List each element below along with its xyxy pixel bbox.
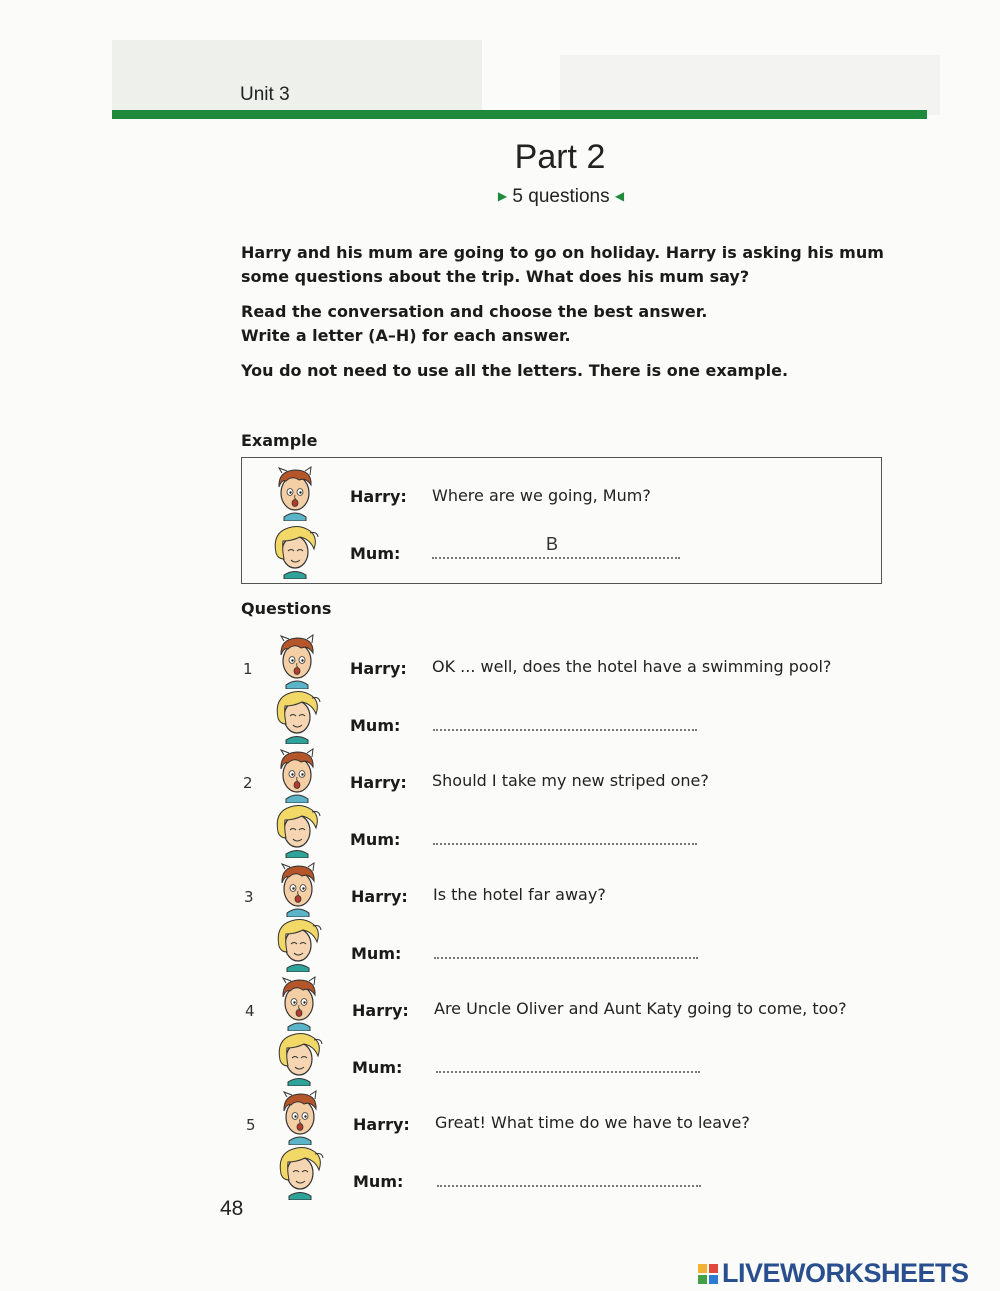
question-harry-label: Harry: bbox=[352, 1001, 409, 1020]
question-number: 3 bbox=[244, 888, 254, 906]
mum-avatar-icon bbox=[272, 802, 322, 858]
answer-field-4[interactable] bbox=[436, 1071, 700, 1073]
question-harry-text: Are Uncle Oliver and Aunt Katy going to come, too? bbox=[434, 999, 847, 1018]
question-harry-label: Harry: bbox=[350, 773, 407, 792]
mum-avatar-icon bbox=[270, 523, 320, 579]
page-title: Part 2 bbox=[514, 138, 606, 176]
mum-avatar-icon bbox=[274, 1030, 324, 1086]
mum-avatar-icon bbox=[272, 688, 322, 744]
example-box bbox=[241, 457, 882, 584]
example-answer: B bbox=[546, 534, 559, 554]
example-heading: Example bbox=[241, 431, 318, 450]
question-number: 5 bbox=[246, 1116, 256, 1134]
harry-avatar-icon bbox=[272, 633, 322, 689]
unit-label: Unit 3 bbox=[240, 84, 290, 105]
instructions-paragraph-2: Read the conversation and choose the best answer. Write a letter (A–H) for each answer. bbox=[241, 302, 708, 345]
question-mum-label: Mum: bbox=[353, 1172, 404, 1191]
question-harry-text: Great! What time do we have to leave? bbox=[435, 1113, 750, 1132]
scan-shadow bbox=[112, 40, 482, 110]
harry-avatar-icon bbox=[274, 975, 324, 1031]
answer-field-3[interactable] bbox=[434, 957, 698, 959]
triangle-left-icon: ◀ bbox=[614, 189, 625, 203]
example-mum-label: Mum: bbox=[350, 544, 401, 563]
page-number: 48 bbox=[220, 1197, 244, 1220]
mum-avatar-icon bbox=[273, 916, 323, 972]
subtitle bbox=[0, 186, 1000, 208]
question-number: 2 bbox=[243, 774, 253, 792]
question-mum-label: Mum: bbox=[350, 716, 401, 735]
harry-avatar-icon bbox=[275, 1089, 325, 1145]
header-rule bbox=[112, 110, 927, 119]
harry-avatar-icon bbox=[273, 861, 323, 917]
question-mum-label: Mum: bbox=[350, 830, 401, 849]
instructions-paragraph-3: You do not need to use all the letters. There is one example. bbox=[241, 361, 789, 380]
question-number: 1 bbox=[243, 660, 253, 678]
mum-avatar-icon bbox=[275, 1144, 325, 1200]
instructions-paragraph-1: Harry and his mum are going to go on holiday. Harry is asking his mum some questions about the trip. What does his mum say? bbox=[241, 243, 884, 286]
questions-heading: Questions bbox=[241, 599, 332, 618]
scan-shadow-right bbox=[560, 55, 940, 115]
triangle-right-icon: ▶ bbox=[497, 189, 508, 203]
question-harry-label: Harry: bbox=[350, 659, 407, 678]
question-harry-text: Is the hotel far away? bbox=[433, 885, 606, 904]
answer-field-5[interactable] bbox=[437, 1185, 701, 1187]
answer-field-1[interactable] bbox=[433, 729, 697, 731]
question-harry-label: Harry: bbox=[353, 1115, 410, 1134]
subtitle-text: 5 questions bbox=[512, 186, 610, 207]
question-harry-text: OK ... well, does the hotel have a swimming pool? bbox=[432, 657, 832, 676]
brand-grid-icon bbox=[698, 1264, 718, 1284]
question-harry-text: Should I take my new striped one? bbox=[432, 771, 709, 790]
example-answer-line bbox=[432, 557, 680, 559]
question-harry-label: Harry: bbox=[351, 887, 408, 906]
answer-field-2[interactable] bbox=[433, 843, 697, 845]
question-mum-label: Mum: bbox=[352, 1058, 403, 1077]
example-harry-text: Where are we going, Mum? bbox=[432, 486, 651, 505]
harry-avatar-icon bbox=[272, 747, 322, 803]
example-harry-label: Harry: bbox=[350, 487, 407, 506]
harry-avatar-icon bbox=[270, 465, 320, 521]
question-number: 4 bbox=[245, 1002, 255, 1020]
question-mum-label: Mum: bbox=[351, 944, 402, 963]
brand-text: LIVEWORKSHEETS bbox=[722, 1258, 969, 1288]
liveworksheets-logo[interactable] bbox=[698, 1258, 969, 1289]
